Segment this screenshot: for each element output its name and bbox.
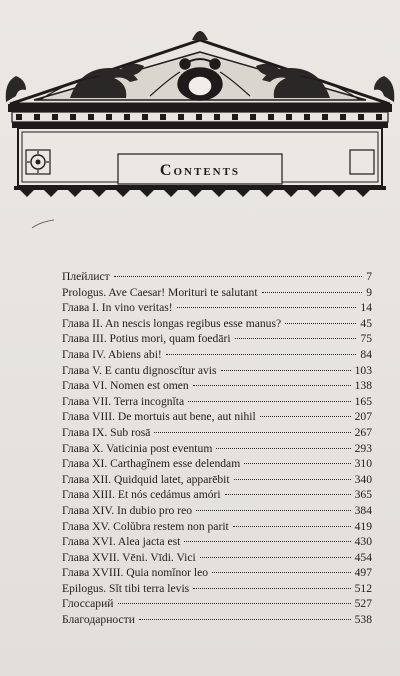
toc-entry-page: 512: [354, 581, 372, 595]
toc-entry-title: Глава III. Potius mori, quam foedāri: [62, 332, 231, 346]
dot-leader: [212, 560, 351, 573]
toc-entry-title: Глава VII. Terra incognĭta: [62, 394, 185, 408]
contents-heading: Contents: [159, 162, 241, 179]
dot-leader: [221, 358, 351, 371]
toc-entry-title: Глава XII. Quidquid latet, apparēbit: [62, 472, 230, 486]
dot-leader: [233, 514, 351, 527]
toc-entry-title: Глава V. E cantu dignoscĭtur avis: [62, 363, 217, 377]
toc-entry[interactable]: [62, 610, 372, 626]
toc-entry-title: Глава XIV. In dubio pro reo: [62, 503, 193, 517]
toc-entry-title: Глава X. Vaticinia post eventum: [62, 441, 213, 455]
dot-leader: [260, 404, 351, 417]
toc-entry-page: 165: [354, 394, 372, 408]
toc-entry-title: Глава XVII. Vēni. Vīdi. Vici: [62, 550, 196, 564]
dot-leader: [234, 467, 351, 480]
toc-entry-page: 384: [354, 503, 372, 517]
toc-entry-page: 138: [354, 379, 372, 393]
toc-entry-page: 103: [354, 363, 372, 377]
toc-entry-page: 84: [360, 347, 372, 361]
toc-entry-title: Глава XI. Carthagĭnem esse delendam: [62, 457, 241, 471]
toc-entry-title: Глава IX. Sub rosā: [62, 425, 151, 439]
toc-entry-title: Глава VIII. De mortuis aut bene, aut nihil: [62, 410, 256, 424]
dot-leader: [193, 576, 350, 589]
dot-leader: [177, 295, 357, 308]
toc-entry-title: Глава XV. Colŭbra restem non parit: [62, 519, 229, 533]
dot-leader: [262, 280, 363, 293]
toc-entry-page: 365: [354, 488, 372, 502]
toc-entry-title: Глава XIII. Et nós cedámus amóri: [62, 488, 221, 502]
toc-entry-title: Prologus. Ave Caesar! Morituri te salutant: [62, 285, 258, 299]
dot-leader: [166, 342, 357, 355]
dot-leader: [193, 373, 351, 386]
toc-entry-title: Глоссарий: [62, 597, 114, 611]
toc-entry-title: Плейлист: [62, 270, 110, 283]
toc-entry-title: Глава IV. Abiens abi!: [62, 347, 162, 361]
toc-entry-page: 310: [354, 457, 372, 471]
toc-entry-page: 497: [354, 566, 372, 580]
toc-entry-title: Благодарности: [62, 613, 135, 627]
toc-entry-page: 293: [354, 441, 372, 455]
toc-entry-page: 430: [354, 535, 372, 549]
dot-leader: [200, 545, 351, 558]
pencil-mark: [30, 218, 60, 230]
dot-leader: [196, 498, 351, 511]
toc-entry-title: Глава XVIII. Quia nomĭnor leo: [62, 566, 209, 580]
dot-leader: [114, 264, 362, 277]
toc-entry-page: 45: [360, 316, 372, 330]
toc-entry-page: 267: [354, 425, 372, 439]
dot-leader: [285, 311, 356, 324]
dot-leader: [188, 389, 350, 402]
dot-leader: [118, 591, 351, 604]
dot-leader: [244, 451, 350, 464]
toc-entry-page: 207: [354, 410, 372, 424]
toc-entry-page: 454: [354, 550, 372, 564]
toc-entry-page: 75: [360, 332, 372, 346]
dot-leader: [225, 482, 351, 495]
toc-entry-title: Глава XVI. Alea jacta est: [62, 535, 181, 549]
toc-entry-page: 9: [366, 285, 372, 299]
toc-entry-title: Глава VI. Nomen est omen: [62, 379, 189, 393]
toc-entry-title: Epilogus. Sĭt tibi terra levis: [62, 581, 190, 595]
toc-entry-page: 14: [360, 301, 372, 315]
dot-leader: [154, 420, 350, 433]
dot-leader: [235, 326, 357, 339]
toc-entry-page: 527: [354, 597, 372, 611]
dot-leader: [216, 436, 350, 449]
table-of-contents: [62, 267, 372, 626]
toc-entry-page: 7: [366, 270, 372, 283]
toc-entry-page: 538: [354, 613, 372, 627]
dot-leader: [184, 529, 350, 542]
dot-leader: [139, 607, 351, 620]
toc-entry-page: 419: [354, 519, 372, 533]
toc-entry-title: Глава I. In vino veritas!: [62, 301, 173, 315]
toc-entry-title: Глава II. An nescis longas regibus esse manus?: [62, 316, 282, 330]
toc-entry-page: 340: [354, 472, 372, 486]
